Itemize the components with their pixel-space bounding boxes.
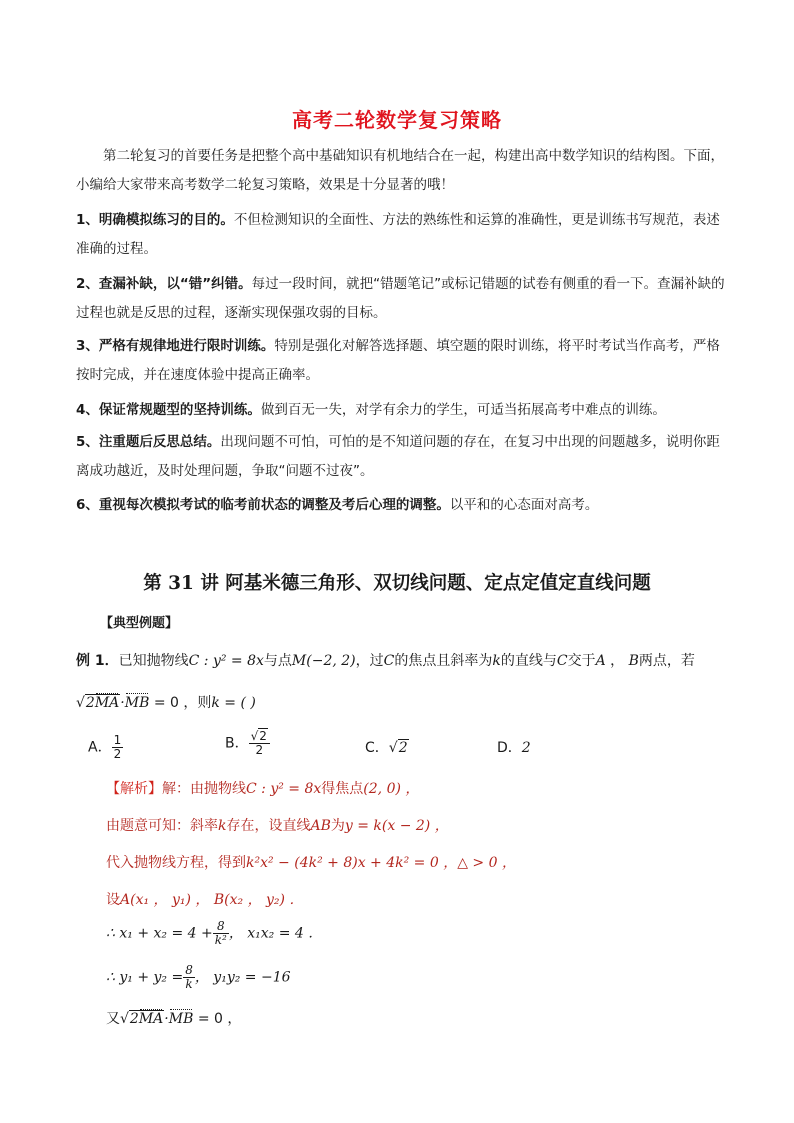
fraction-numerator: 1 — [113, 733, 122, 747]
solution-math: (2, 0) ， — [363, 781, 420, 797]
examples-label: 【典型例题】 — [100, 616, 179, 631]
fraction-numerator: 8 — [185, 963, 193, 977]
vector-condition: √2MA·MB — [120, 1011, 194, 1027]
example-stem: 例 1．已知抛物线C : y² = 8x与点M(−2, 2)，过C的焦点且斜率为k的直线与C交于A ， B两点，若 — [76, 653, 695, 669]
vector-condition: √2MA·MB — [76, 695, 150, 711]
page-title: 高考二轮数学复习策略 — [292, 108, 502, 132]
condition-tail: = 0 ，则 — [153, 695, 212, 711]
solution-line-2 — [106, 815, 449, 835]
stem-text: 已知抛物线 — [118, 653, 189, 669]
strategy-item-1 — [76, 206, 726, 264]
fraction-numerator: 8 — [213, 920, 229, 934]
symbol-c: C — [556, 653, 568, 669]
strategy-lead: 5、注重题后反思总结。 — [76, 434, 221, 450]
solution-text: 代入抛物线方程，得到 — [106, 855, 246, 871]
fraction-denominator: k² — [214, 933, 227, 947]
option-fraction: $\frac{√2}{2}$ — [249, 730, 270, 757]
solution-math: y = k(x − 2) ， — [344, 818, 449, 834]
intro-paragraph: 第二轮复习的首要任务是把整个高中基础知识有机地结合在一起，构建出高中数学知识的结构图。下面，小编给大家带来高考数学二轮复习策略，效果是十分显著的哦！ — [76, 148, 724, 193]
solution-math: A(x₁ ， y₁) ， B(x₂ ， y₂) ． — [120, 892, 304, 908]
option-fraction — [112, 734, 124, 761]
solution-math: AB — [310, 818, 331, 834]
option-value: 2 — [521, 740, 531, 756]
solution-fraction — [213, 920, 229, 947]
strategy-text: 每过一段时间，就把“错题笔记”或标记错题的试卷有侧重的看一下。查漏补缺的过程也就是反思的过程，逐渐实现保强攻弱的目标。 — [76, 276, 725, 321]
solution-text: 得焦点 — [321, 781, 364, 797]
stem-text: 的焦点且斜率为 — [394, 653, 493, 669]
parabola-equation: C : y² = 8x — [188, 653, 264, 669]
option-letter: D． — [497, 740, 522, 756]
fraction-denominator: 2 — [113, 747, 122, 761]
strategy-item-5 — [76, 428, 726, 486]
strategy-item-4 — [76, 396, 726, 425]
strategy-lead: 6、重视每次模拟考试的临考前状态的调整及考后心理的调整。 — [76, 497, 450, 513]
option-value: 2 — [398, 740, 408, 756]
lecture-title: 第 31 讲 阿基米德三角形、双切线问题、定点定值定直线问题 — [143, 573, 651, 594]
strategy-lead: 3、严格有规律地进行限时训练。 — [76, 338, 275, 354]
solution-line-1 — [106, 778, 419, 798]
solution-tag: 【解析】 — [106, 781, 162, 797]
symbol-a: A — [595, 653, 606, 669]
symbol-b: B — [628, 653, 639, 669]
solution-text: = 0 ， — [193, 1011, 242, 1027]
strategy-item-6 — [76, 491, 726, 520]
option-letter: C． — [365, 740, 389, 756]
solution-math: △ > 0 ， — [457, 855, 516, 871]
solution-text: 存在，设直线 — [226, 818, 311, 834]
option-a[interactable] — [88, 734, 123, 761]
strategy-lead: 1、明确模拟练习的目的。 — [76, 212, 234, 228]
solution-text: 解：由抛物线 — [162, 781, 246, 797]
strategy-text: 出现问题不可怕，可怕的是不知道问题的存在，在复习中出现的问题越多，说明你距离成功越近，及时处理问题，争取“问题不过夜”。 — [76, 434, 720, 479]
stem-text: 两点，若 — [638, 653, 695, 669]
option-b[interactable] — [225, 730, 270, 757]
option-letter: B． — [225, 735, 249, 752]
solution-math: ∴ y₁ + y₂ = — [106, 969, 184, 986]
solution-text: 由题意可知：斜率 — [106, 818, 218, 834]
stem-text: 与点 — [263, 653, 292, 669]
strategy-lead: 4、保证常规题型的坚持训练。 — [76, 402, 261, 418]
point-m: M(−2, 2) — [291, 653, 356, 669]
solution-math: ， y₁y₂ = −16 — [194, 969, 291, 986]
stem-text: 的直线与 — [500, 653, 557, 669]
solution-text: 设 — [106, 892, 120, 908]
fraction-denominator: k — [185, 977, 193, 991]
solution-math: ∴ x₁ + x₂ = 4 + — [106, 925, 213, 942]
symbol-k: k — [492, 653, 501, 669]
example-label: 例 1． — [76, 653, 119, 669]
example-condition — [76, 692, 256, 712]
strategy-text: 做到百无一失，对学有余力的学生，可适当拓展高考中难点的训练。 — [260, 402, 666, 418]
strategy-item-2 — [76, 270, 726, 328]
solution-text: 又 — [106, 1011, 120, 1027]
strategy-text: 特别是强化对解答选择题、填空题的限时训练，将平时考试当作高考，严格按时完成，并在速度体验中提高正确率。 — [76, 338, 720, 383]
strategy-text: 以平和的心态面对高考。 — [449, 497, 599, 513]
solution-text: 为 — [330, 818, 345, 834]
option-d[interactable] — [497, 737, 531, 757]
option-c[interactable]: C．√2 — [365, 740, 408, 756]
stem-text: ，过 — [355, 653, 384, 669]
solution-line-6 — [106, 964, 291, 991]
symbol-c: C — [383, 653, 395, 669]
option-letter: A． — [88, 739, 112, 756]
solution-fraction — [183, 964, 195, 991]
fraction-denominator: 2 — [255, 743, 264, 757]
solution-math: ， x₁x₂ = 4 ． — [228, 925, 323, 942]
solution-math: k²x² − (4k² + 8)x + 4k² = 0 ， — [246, 855, 458, 871]
strategy-lead: 2、查漏补缺，以“错”纠错。 — [76, 276, 252, 292]
solution-line-5 — [106, 920, 322, 947]
solution-line-4 — [106, 889, 303, 909]
solution-math: k — [218, 818, 227, 834]
solution-line-7 — [106, 1008, 241, 1028]
stem-text: 交于 — [567, 653, 596, 669]
strategy-item-3 — [76, 332, 726, 390]
fraction-numerator: 2 — [259, 729, 267, 743]
solution-line-3 — [106, 852, 516, 872]
strategy-text: 不但检测知识的全面性、方法的熟练性和运算的准确性，更是训练书写规范，表述准确的过程。 — [76, 212, 720, 257]
solution-math: C : y² = 8x — [246, 781, 322, 797]
question-ask: k = ( ) — [211, 695, 256, 711]
